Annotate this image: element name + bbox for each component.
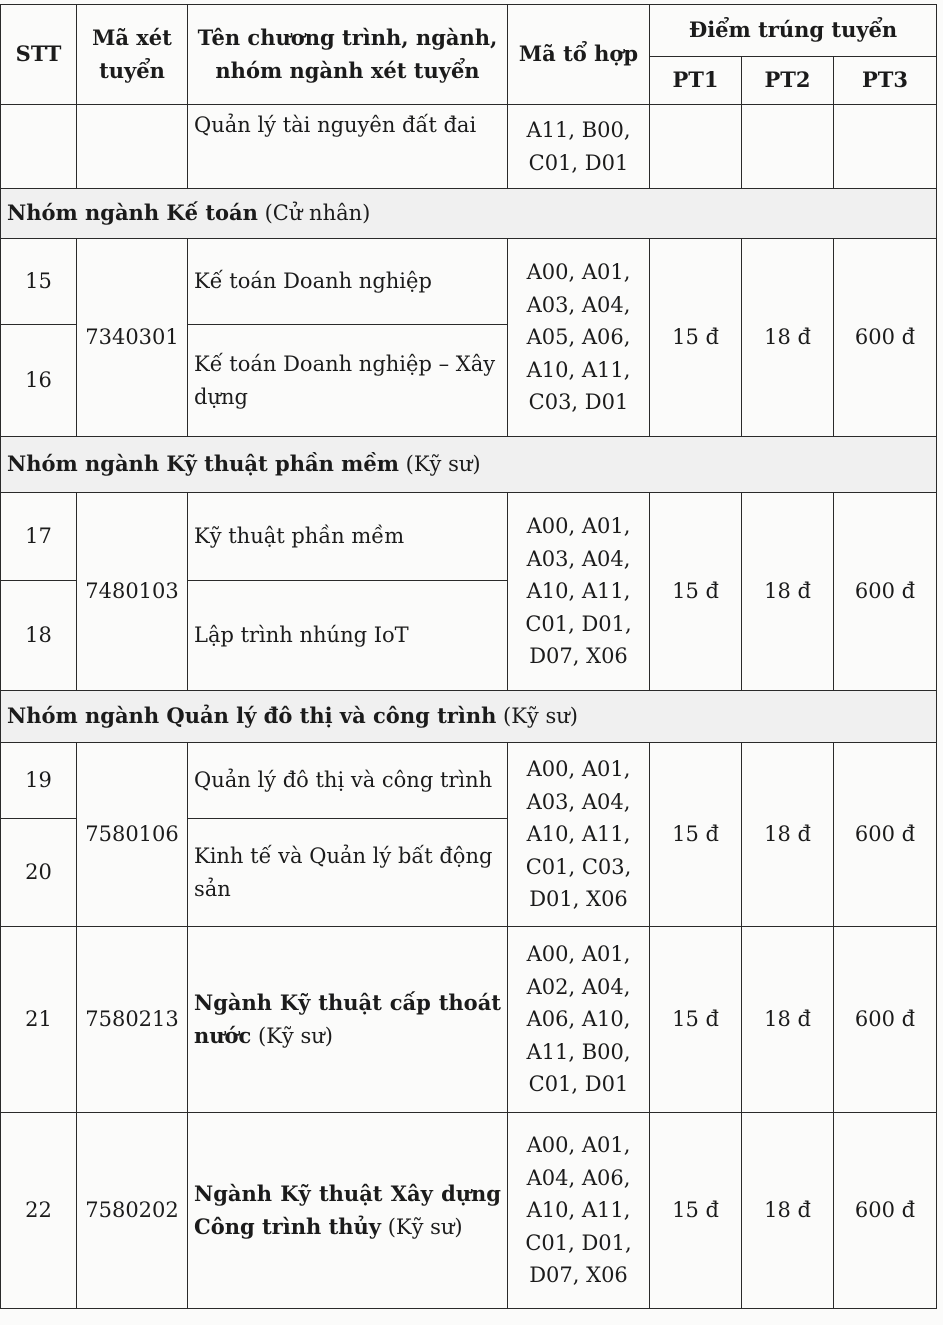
cell-stt: 17 bbox=[1, 493, 77, 581]
cell-program-name bbox=[188, 927, 508, 1113]
group-heading-row bbox=[1, 437, 937, 493]
group-heading bbox=[1, 189, 937, 239]
cell-program-name: Kinh tế và Quản lý bất động sản bbox=[188, 819, 508, 927]
cell-stt: 21 bbox=[1, 927, 77, 1113]
group-title: Nhóm ngành Kế toán bbox=[7, 200, 258, 226]
cell-pt2: 18 đ bbox=[742, 927, 834, 1113]
cell-stt: 22 bbox=[1, 1113, 77, 1309]
cell-code: 7580106 bbox=[77, 743, 188, 927]
cell-program-name: Quản lý đô thị và công trình bbox=[188, 743, 508, 819]
cell-pt3: 600 đ bbox=[834, 239, 937, 437]
cell-pt2 bbox=[742, 105, 834, 189]
group-title: Nhóm ngành Quản lý đô thị và công trình bbox=[7, 703, 497, 729]
table-row-carry bbox=[1, 105, 937, 189]
cell-combos: A11, B00, C01, D01 bbox=[508, 105, 650, 189]
cell-pt1: 15 đ bbox=[650, 743, 742, 927]
cell-pt1: 15 đ bbox=[650, 1113, 742, 1309]
cell-pt2: 18 đ bbox=[742, 743, 834, 927]
cell-combos: A00, A01, A02, A04, A06, A10, A11, B00, C01, D01 bbox=[508, 927, 650, 1113]
cell-code: 7580213 bbox=[77, 927, 188, 1113]
cell-pt1: 15 đ bbox=[650, 239, 742, 437]
cell-pt1: 15 đ bbox=[650, 493, 742, 691]
header-row-1 bbox=[1, 5, 937, 57]
cell-combos: A00, A01, A03, A04, A10, A11, C01, C03, D01, X06 bbox=[508, 743, 650, 927]
table-row bbox=[1, 927, 937, 1113]
header-pt1: PT1 bbox=[650, 57, 742, 105]
group-degree: (Cử nhân) bbox=[257, 201, 371, 226]
admission-score-table bbox=[0, 4, 937, 1309]
cell-code: 7340301 bbox=[77, 239, 188, 437]
cell-pt1: 15 đ bbox=[650, 927, 742, 1113]
header-ten-chuong-trinh: Tên chương trình, ngành, nhóm ngành xét tuyển bbox=[188, 5, 508, 105]
group-degree: (Kỹ sư) bbox=[398, 452, 481, 477]
table-row bbox=[1, 1113, 937, 1309]
cell-pt1 bbox=[650, 105, 742, 189]
cell-code: 7580202 bbox=[77, 1113, 188, 1309]
header-pt3: PT3 bbox=[834, 57, 937, 105]
cell-program-name: Kế toán Doanh nghiệp bbox=[188, 239, 508, 325]
table-row bbox=[1, 743, 937, 819]
cell-program-name: Kỹ thuật phần mềm bbox=[188, 493, 508, 581]
group-heading-row bbox=[1, 691, 937, 743]
cell-pt3: 600 đ bbox=[834, 1113, 937, 1309]
cell-program-name: Lập trình nhúng IoT bbox=[188, 581, 508, 691]
header-ma-to-hop: Mã tổ hợp bbox=[508, 5, 650, 105]
group-heading-row bbox=[1, 189, 937, 239]
cell-code bbox=[77, 105, 188, 189]
program-title: Ngành Kỹ thuật cấp thoát nước bbox=[194, 989, 501, 1048]
cell-stt: 15 bbox=[1, 239, 77, 325]
cell-program-name bbox=[188, 1113, 508, 1309]
cell-stt bbox=[1, 105, 77, 189]
cell-combos: A00, A01, A03, A04, A10, A11, C01, D01, D07, X06 bbox=[508, 493, 650, 691]
cell-pt2: 18 đ bbox=[742, 493, 834, 691]
cell-pt2: 18 đ bbox=[742, 1113, 834, 1309]
cell-pt3: 600 đ bbox=[834, 493, 937, 691]
header-diem-trung-tuyen: Điểm trúng tuyển bbox=[650, 5, 937, 57]
cell-combos: A00, A01, A04, A06, A10, A11, C01, D01, D07, X06 bbox=[508, 1113, 650, 1309]
program-title: Ngành Kỹ thuật Xây dựng Công trình thủy bbox=[194, 1180, 501, 1239]
cell-pt2: 18 đ bbox=[742, 239, 834, 437]
program-degree: (Kỹ sư) bbox=[381, 1214, 463, 1239]
table-row bbox=[1, 493, 937, 581]
cell-program-name: Quản lý tài nguyên đất đai bbox=[188, 105, 508, 189]
cell-program-name: Kế toán Doanh nghiệp – Xây dựng bbox=[188, 325, 508, 437]
header-stt: STT bbox=[1, 5, 77, 105]
cell-combos: A00, A01, A03, A04, A05, A06, A10, A11, C03, D01 bbox=[508, 239, 650, 437]
header-ma-xet-tuyen: Mã xét tuyển bbox=[77, 5, 188, 105]
table-row bbox=[1, 239, 937, 325]
header-pt2: PT2 bbox=[742, 57, 834, 105]
cell-stt: 16 bbox=[1, 325, 77, 437]
cell-stt: 18 bbox=[1, 581, 77, 691]
cell-stt: 20 bbox=[1, 819, 77, 927]
group-degree: (Kỹ sư) bbox=[496, 704, 578, 729]
cell-code: 7480103 bbox=[77, 493, 188, 691]
cell-pt3 bbox=[834, 105, 937, 189]
cell-pt3: 600 đ bbox=[834, 743, 937, 927]
program-degree: (Kỹ sư) bbox=[251, 1023, 333, 1048]
cell-pt3: 600 đ bbox=[834, 927, 937, 1113]
cell-stt: 19 bbox=[1, 743, 77, 819]
group-heading bbox=[1, 691, 937, 743]
group-title: Nhóm ngành Kỹ thuật phần mềm bbox=[7, 451, 399, 477]
group-heading bbox=[1, 437, 937, 493]
